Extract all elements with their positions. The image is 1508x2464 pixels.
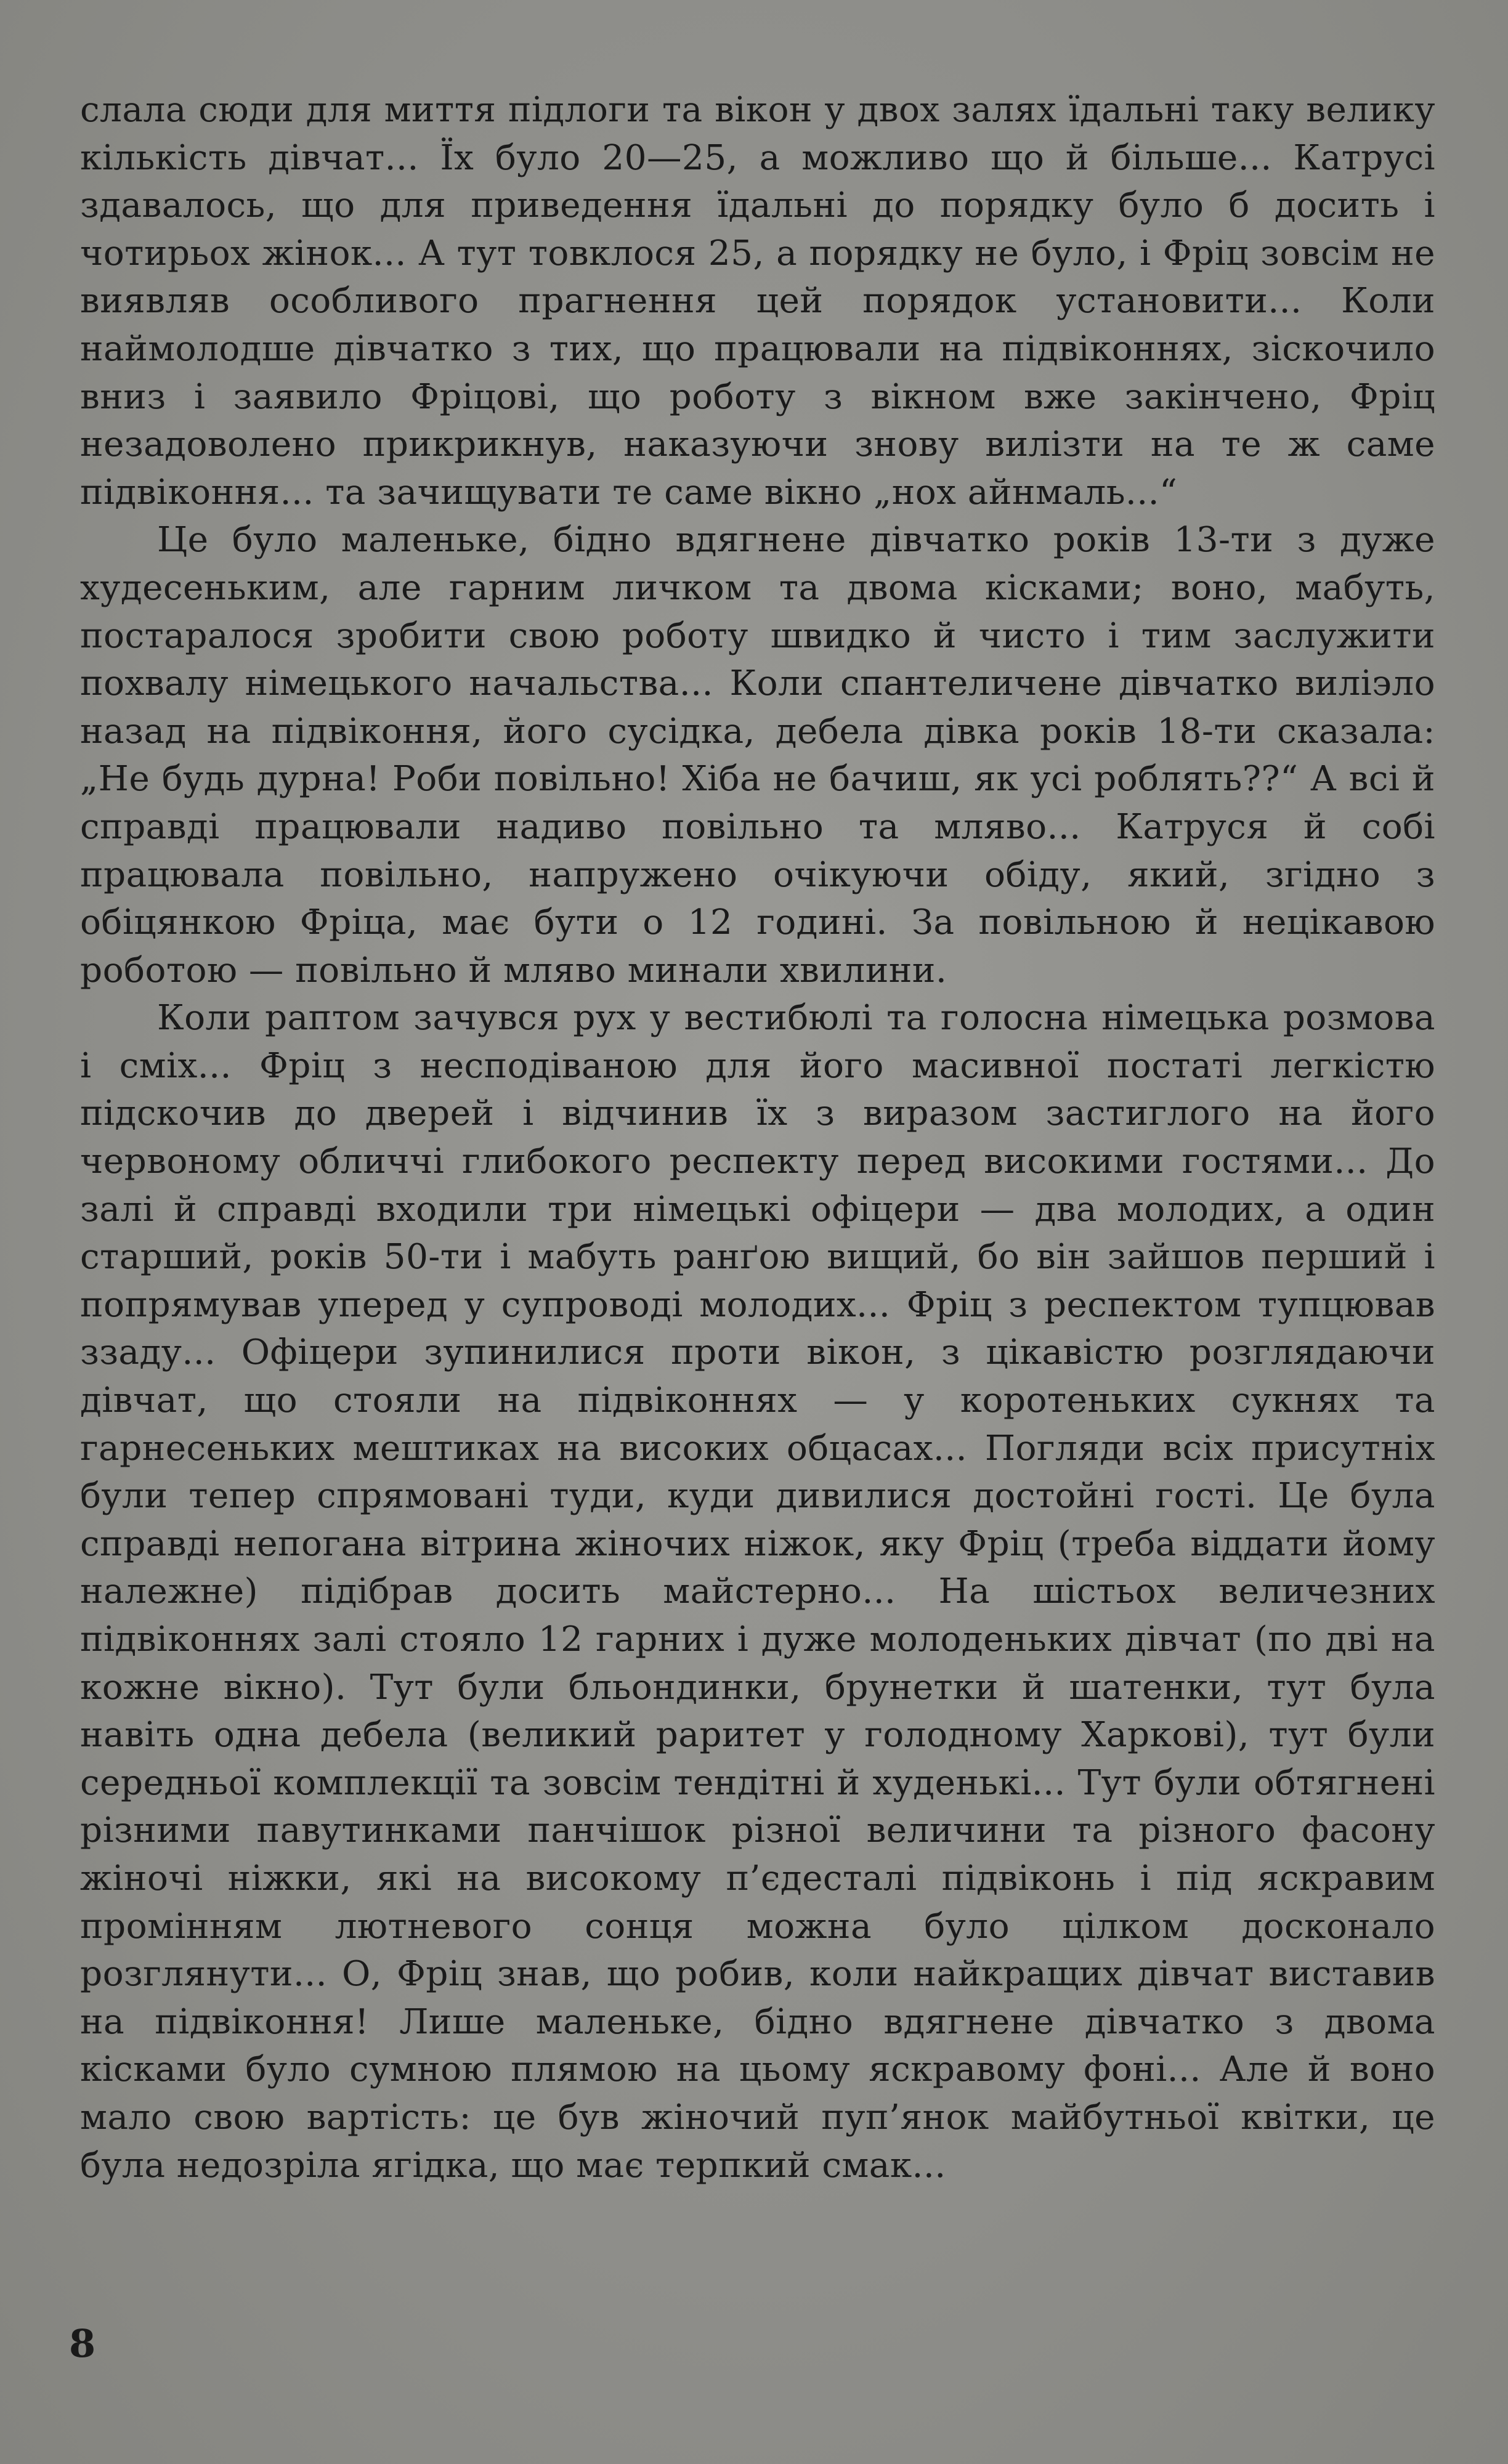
paragraph-1: слала сюди для миття підлоги та вікон у двох залях їдальні таку велику кількість дівчат... Їх було 20—25, а можливо що й більше... Катрусі здавалось, що для приведення їдальні до порядку було б досить і чотирьох жінок... А тут товклося 25, а порядку не було, і Фріц зовсім не виявляв особливого прагнення цей порядок установити... Коли наймолодше дівчатко з тих, що працювали на підвіконнях, зіскочило вниз і заявило Фріцові, що роботу з вікном вже закінчено, Фріц незадоволено прикрикнув, наказуючи знову вилізти на те ж саме підвіконня... та зачищувати те саме вікно „нох айнмаль...“ [80,90,1435,513]
body-text [80,86,1435,2189]
paragraph-2: Це було маленьке, бідно вдягнене дівчатко років 13-ти з дуже худесеньким, але гарним личком та двома кісками; воно, мабуть, постаралося зробити свою роботу швидко й чисто і тим заслужити похвалу німецького начальства... Коли спантеличене дівчатко виліэло назад на підвіконня, його сусідка, дебела дівка років 18-ти сказала: „Не будь дурна! Роби повільно! Хіба не бачиш, як усі роблять??“ А всі й справді працювали надиво повільно та мляво... Катруся й собі працювала повільно, напружено очікуючи обіду, який, згідно з обіцянкою Фріца, має бути о 12 годині. За повільною й нецікавою роботою — повільно й мляво минали хвилини. [80,520,1435,991]
paragraph-3: Коли раптом зачувся рух у вестибюлі та голосна німецька розмова і сміх... Фріц з несподіваною для його масивної постаті легкістю підскочив до дверей і відчинив їх з виразом застиглого на його червоному обличчі глибокого респекту перед високими гостями... До залі й справді входили три німецькі офіцери — два молодих, а один старший, років 50-ти і мабуть ранґою вищий, бо він зайшов перший і попрямував уперед у супроводі молодих... Фріц з респектом тупцював ззаду... Офіцери зупинилися проти вікон, з цікавістю розглядаючи дівчат, що стояли на підвіконнях — у коротеньких сукнях та гарнесеньких мештиках на високих обцасах... Погляди всіх присутніх були тепер спрямовані туди, куди дивилися достойні гості. Це була справді непогана вітрина жіночих ніжок, яку Фріц (треба віддати йому належне) підібрав досить майстерно... На шістьох величезних підвіконнях залі стояло 12 гарних і дуже молоденьких дівчат (по дві на кожне вікно). Тут були бльондинки, брунетки й шатенки, тут була навіть одна дебела (великий раритет у голодному Харкові), тут були середньої комплекції та зовсім тендітні й худенькі... Тут були обтягнені різними павутинками панчішок різної величини та різного фасону жіночі ніжки, які на високому п’єдесталі підвіконь і під яскравим промінням лютневого сонця можна було цілком досконало розглянути... О, Фріц знав, що робив, коли найкращих дівчат виставив на підвіконня! Лише маленьке, бідно вдягнене дівчатко з двома кісками було сумною плямою на цьому яскравому фоні... Але й воно мало свою вартість: це був жіночий пуп’янок майбутньої квітки, це була недозріла ягідка, що має терпкий смак... [80,998,1435,2186]
page-number: 8 [69,2321,96,2366]
